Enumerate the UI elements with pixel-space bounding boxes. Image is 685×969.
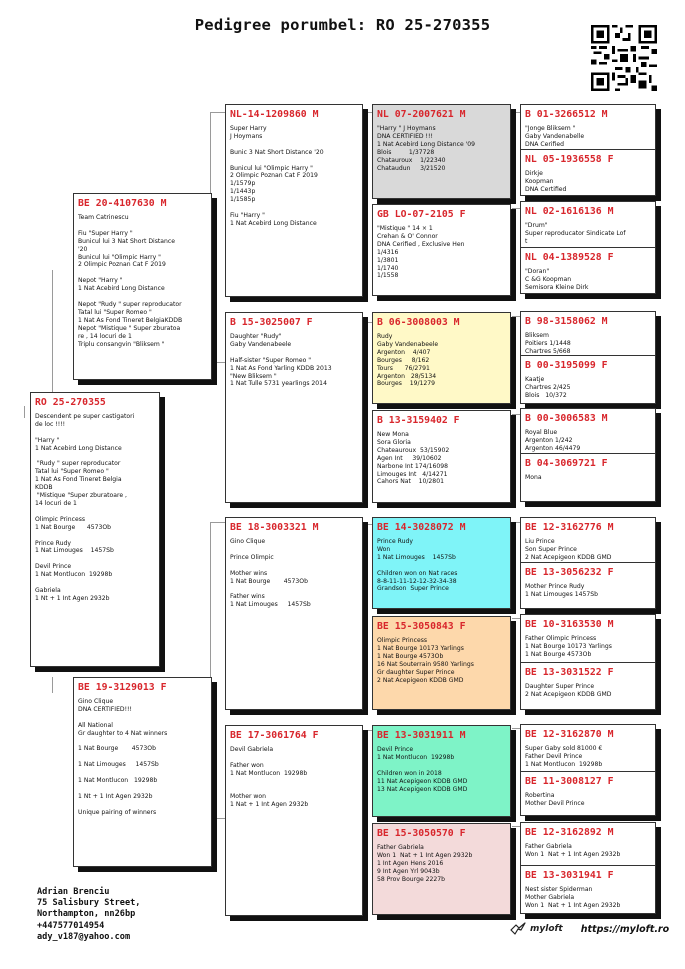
connector-line [512,414,520,415]
gg-grandparents-pair-card[interactable] [520,408,656,502]
gg-grandparent-ring-number: B 04-3069721 F [525,458,608,469]
great-grandparent-card[interactable] [372,823,511,915]
gg-grandparent-ring-number: BE 12-3162892 M [525,827,614,838]
great-grandparent-card[interactable] [372,725,511,817]
owner-contact-block [37,887,140,943]
connector-line [210,818,225,819]
connector-line [512,728,520,729]
gg-grandparent-ring-number: NL 05-1936558 F [525,154,614,165]
connector-line [512,208,520,209]
gg-grandparent-ring-number: B 00-3195099 F [525,360,608,371]
gg-grandparent-info: Super Gaby sold 81000 € Father Devil Prince 1 Nat Montlucon 19298b [525,745,603,768]
great-grandparent-card[interactable] [372,312,511,404]
grandparent-card[interactable] [225,312,363,503]
connector-line [52,270,53,396]
connector-line [24,406,25,418]
dam-card[interactable] [73,677,212,867]
gg-grandparent-ring-number: NL 04-1389528 F [525,252,614,263]
connector-line [210,112,225,113]
great-grandparent-ring-number: BE 13-3031911 M [377,730,466,741]
owner-address-line1: 75 Salisbury Street, [37,898,141,909]
gg-grandparent-info: Dirkje Koopman DNA Certified [525,170,567,193]
subject-pigeon-card[interactable] [30,392,160,667]
great-grandparent-card[interactable] [372,104,511,199]
connector-line [364,322,372,323]
connector-line [210,522,225,523]
great-grandparent-info: Olimpic Princess 1 Nat Bourge 10173 Yarlings 1 Nat Bourge 4573Ob 16 Nat Souterrain 9580 Yarlings Gr daughter Super Prince 2 Nat Acepigeon KDDB GMD [377,637,474,684]
grandparent-ring-number: NL-14-1209860 M [230,109,319,120]
brand-footer [510,922,669,936]
owner-phone: +447577014954 [37,920,105,931]
connector-line [210,362,225,363]
great-grandparent-info: Rudy Gaby Vandenabeele Argenton 4/407 Bourges 8/162 Tours 76/2791 Argenton 28/5134 Bourges 19/1279 [377,333,439,388]
great-grandparent-info: New Mona Sora Gloria Chateauroux 53/15902 Agen Int 39/10602 Narbone Int 174/16098 Limouges Int 4/14271 Cahors Nat 10/2801 [377,431,450,486]
qr-code-icon [591,25,657,91]
grandparent-ring-number: B 15-3025007 F [230,317,313,328]
dam-ring-number: BE 19-3129013 F [78,682,167,693]
gg-grandparent-info: "Doran" C &G Koopman Semisora Kleine Dirk [525,268,589,291]
grandparent-card[interactable] [225,517,363,710]
gg-grandparent-info: Nest sister Spiderman Mother Gabriela Won 1 Nat + 1 Int Agen 2932b [525,886,621,909]
great-grandparent-ring-number: B 13-3159402 F [377,415,460,426]
owner-address-line2: Northampton, nn26bp [37,909,136,920]
sire-card[interactable] [73,193,212,380]
brand-logo-text: myloft [530,924,563,934]
brand-url-link[interactable]: https://myloft.ro [580,923,670,935]
great-grandparent-ring-number: BE 15-3050843 F [377,621,466,632]
connector-line [364,112,372,113]
gg-grandparent-ring-number: NL 02-1616136 M [525,206,614,217]
gg-grandparent-ring-number: B 00-3006583 M [525,413,608,424]
connector-line [512,112,520,113]
grandparent-ring-number: BE 17-3061764 F [230,730,319,741]
gg-grandparent-info: Liu Prince Son Super Prince 2 Nat Acepigeon KDDB GMD [525,538,612,561]
great-grandparent-info: Devil Prince 1 Nat Montlucon 19298b Children won in 2018 11 Nat Acepigeon KDDB GMD 13 Nat Acepigeon KDDB GMD [377,746,468,793]
page-title: Pedigree porumbel: RO 25-270355 [194,16,491,34]
great-grandparent-info: "Mistique " 14 × 1 Crehan & O' Connor DNA Cerified , Exclusive Hen 1/4316 1/3801 1/1740 1/1558 [377,225,465,280]
connector-line [512,316,520,317]
sire-ring-number: BE 20-4107630 M [78,198,167,209]
gg-grandparent-ring-number: B 98-3158062 M [525,316,608,327]
gg-grandparent-info: Bliksem Poitiers 1/1448 Chartres 5/668 [525,332,571,355]
dam-info: Gino Clique DNA CERTIFIED!!! All National Gr daughter to 4 Nat winners 1 Nat Bourge 4573Ob 1 Nat Limouges 1457Sb 1 Nat Montlucon 19298b 1 Nt + 1 Int Agen 2932b Unique pairing of winners [78,698,168,816]
gg-grandparent-info: "Jonge Bliksem " Gaby Vandenabelle DNA Cerified [525,125,585,148]
gg-grandparent-info: Kaatje Chartres 2/425 Blois 10/372 [525,376,571,399]
gg-grandparent-ring-number: BE 12-3162776 M [525,522,614,533]
gg-grandparents-pair-card[interactable] [520,201,656,294]
connector-line [52,677,53,693]
gg-grandparent-info: Father Gabriela Won 1 Nat + 1 Int Agen 2932b [525,843,621,858]
gg-grandparent-info: "Drum" Super reproducator Sindicate Lof t [525,222,626,245]
gg-grandparent-info: Mona [525,474,542,481]
great-grandparent-ring-number: NL 07-2007621 M [377,109,466,120]
gg-grandparent-ring-number: BE 12-3162870 M [525,729,614,740]
gg-grandparent-info: Father Olimpic Princess 1 Nat Bourge 10173 Yarlings 1 Nat Bourge 4573Ob [525,635,612,658]
great-grandparent-ring-number: BE 15-3050570 F [377,828,466,839]
connector-line [512,826,520,827]
gg-grandparents-pair-card[interactable] [520,311,656,404]
gg-grandparent-info: Daughter Super Prince 2 Nat Acepigeon KDDB GMD [525,683,612,698]
grandparent-card[interactable] [225,104,363,297]
gg-grandparent-info: Mother Prince Rudy 1 Nat Limouges 1457Sb [525,583,599,598]
great-grandparent-card[interactable] [372,616,511,710]
grandparent-ring-number: BE 18-3003321 M [230,522,319,533]
gg-grandparents-pair-card[interactable] [520,517,656,609]
great-grandparent-info: "Harry " J Hoymans DNA CERTIFIED !!! 1 Nat Acebird Long Distance '09 Blois 1/37728 Chatauroux 1/22340 Chataudun 3/21520 [377,125,476,172]
gg-grandparents-pair-card[interactable] [520,104,656,196]
great-grandparent-info: Prince Rudy Won 1 Nat Limouges 1457Sb Children won on Nat races 8-8-11-11-12-12-32-34-38 Grandson Super Prince [377,538,458,593]
grandparent-card[interactable] [225,725,363,916]
gg-grandparent-info: Royal Blue Argenton 1/242 Argenton 46/4479 [525,429,581,452]
grandparent-info: Super Harry J Hoymans Bunic 3 Nat Short Distance '20 Bunicul lui "Olimpic Harry " 2 Olimpic Poznan Cat F 2019 1/1579p 1/1443p 1/1585p Fiu "Harry " 1 Nat Acebird Long Distance [230,125,324,227]
connector-line [364,730,372,731]
owner-name: Adrian Brenciu [37,887,110,897]
subject-info: Descendent pe super castigatori de loc !!!! "Harry " 1 Nat Acebird Long Distance "Rudy " super reproducator Tatal lui "Super Romeo " 1 Nat As Fond Tineret Belgia KDDB "Mistique "Super zburatoare , 14 locuri de 1 Olimpic Princess 1 Nat Bourge 4573Ob Prince Rudy 1 Nat Limouges 1457Sb Devil Prince 1 Nat Montlucon 19298b Gabriela 1 Nt + 1 Int Agen 2932b [35,413,135,602]
grandparent-info: Devil Gabriela Father won 1 Nat Montlucon 19298b Mother won 1 Nat + 1 Int Agen 2932b [230,746,309,809]
great-grandparent-ring-number: BE 14-3028072 M [377,522,466,533]
great-grandparent-ring-number: B 06-3008003 M [377,317,460,328]
great-grandparent-card[interactable] [372,410,511,503]
great-grandparent-info: Father Gabriela Won 1 Nat + 1 Int Agen 2932b 1 Int Agen Hens 2016 9 Int Agen Yrl 9043b 58 Prov Bourge 2227b [377,844,473,883]
connector-line [512,618,520,619]
connector-line [512,522,520,523]
gg-grandparent-ring-number: BE 13-3031941 F [525,870,614,881]
gg-grandparents-pair-card[interactable] [520,822,656,914]
owner-email[interactable]: ady_v187@yahoo.com [37,931,131,942]
great-grandparent-ring-number: GB LO-07-2105 F [377,209,466,220]
gg-grandparent-ring-number: BE 10-3163530 M [525,619,614,630]
connector-line [364,524,372,525]
subject-ring-number: RO 25-270355 [35,397,106,408]
gg-grandparents-pair-card[interactable] [520,614,656,710]
great-grandparent-card[interactable] [372,517,511,609]
gg-grandparent-ring-number: BE 13-3031522 F [525,667,614,678]
sire-info: Team Catrinescu Fiu "Super Harry " Bunicul lui 3 Nat Short Distance '20 Bunicul lui "Olimpic Harry " 2 Olimpic Poznan Cat F 2019 Nepot "Harry " 1 Nat Acebird Long Distance Nepot "Rudy " super reproducator Tatal lui "Super Romeo " 1 Nat As Fond Tineret BelgiaKDDB Nepot "Mistique " Super zburatoa re , 14 locuri de 1 Triplu consangvin "Bliksem " [78,214,183,348]
great-grandparent-card[interactable] [372,204,511,296]
gg-grandparent-ring-number: B 01-3266512 M [525,109,608,120]
grandparent-info: Gino Clique Prince Olimpic Mother wins 1 Nat Bourge 4573Ob Father wins 1 Nat Limouges 1457Sb [230,538,311,609]
gg-grandparent-ring-number: BE 13-3056232 F [525,567,614,578]
gg-grandparent-info: Robertina Mother Devil Prince [525,792,585,807]
gg-grandparents-pair-card[interactable] [520,724,656,816]
grandparent-info: Daughter "Rudy" Gaby Vandenabeele Half-sister "Super Romeo " 1 Nat As Fond Yarling KDDB 2013 "New Bliksem " 1 Nat Tulle 5731 yearlings 2014 [230,333,332,388]
pigeon-logo-icon [510,922,526,936]
gg-grandparent-ring-number: BE 11-3008127 F [525,776,614,787]
